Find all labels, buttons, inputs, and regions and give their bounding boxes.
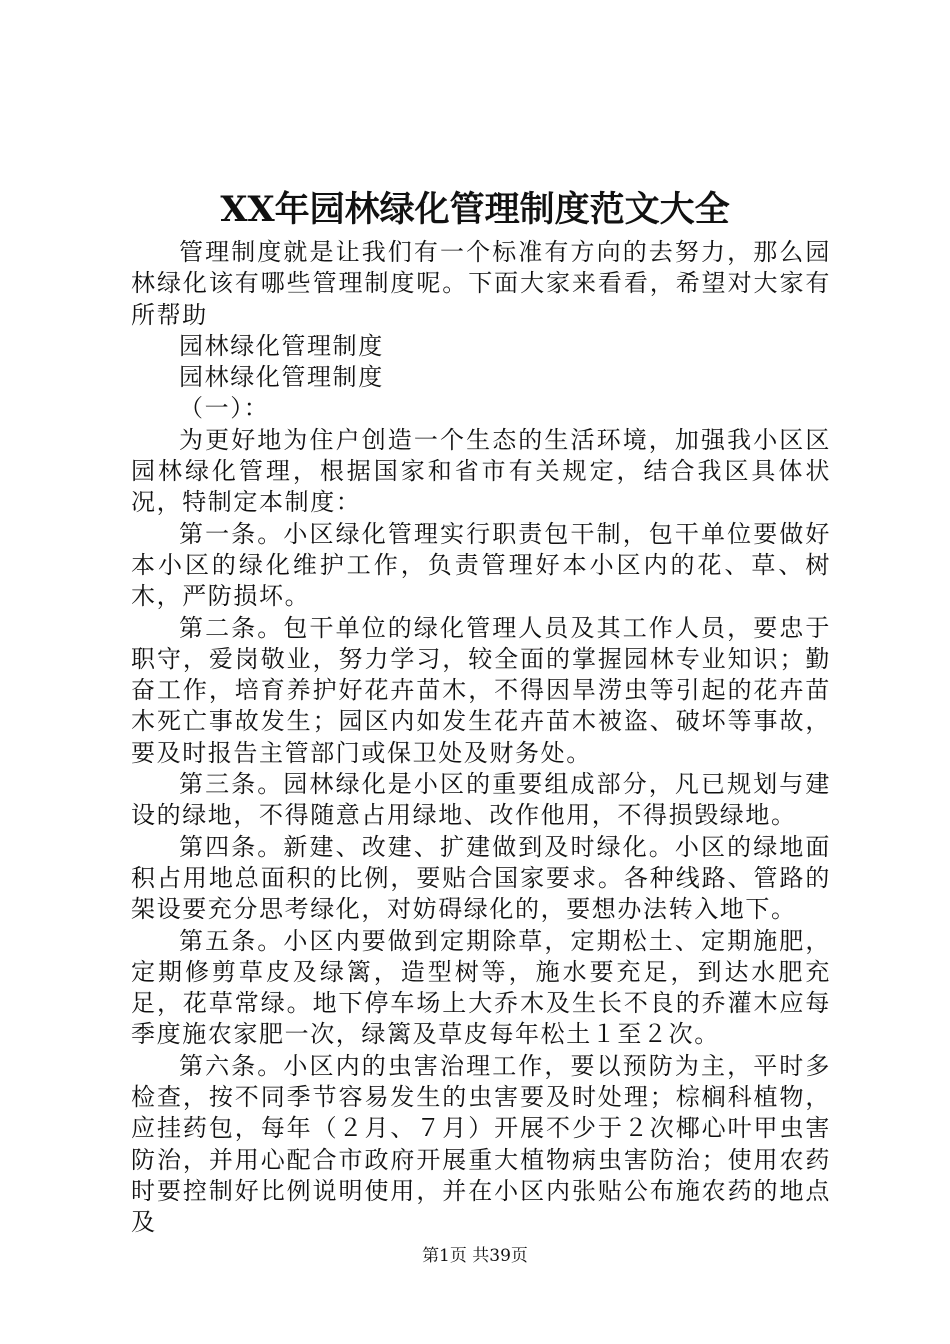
section-heading: 园林绿化管理制度 <box>179 363 384 392</box>
article-paragraph: 第三条。园林绿化是小区的重要组成部分，凡已规划与建设的绿地，不得随意占用绿地、改作他用，不得损毁绿地。 <box>131 770 831 830</box>
article-paragraph: 第二条。包干单位的绿化管理人员及其工作人员，要忠于职守，爱岗敬业，努力学习，较全面的掌握园林专业知识；勤奋工作，培育养护好花卉苗木，不得因旱涝虫等引起的花卉苗木死亡事故发生；园区内如发生花卉苗木被盗、破坏等事故，要及时报告主管部门或保卫处及财务处。 <box>131 613 831 767</box>
article-paragraph: 第四条。新建、改建、扩建做到及时绿化。小区的绿地面积占用地总面积的比例，要贴合国家要求。各种线路、管路的架设要充分思考绿化，对妨碍绿化的，要想办法转入地下。 <box>131 832 831 924</box>
section-heading: 园林绿化管理制度 <box>179 331 384 360</box>
subsection-heading: （一）： <box>179 394 270 423</box>
article-paragraph: 第一条。小区绿化管理实行职责包干制，包干单位要做好本小区的绿化维护工作，负责管理好本小区内的花、草、树木，严防损坏。 <box>131 519 831 611</box>
page-number-footer: 第1页 共39页 <box>422 1246 528 1266</box>
document-body <box>131 237 831 1239</box>
article-paragraph: 第五条。小区内要做到定期除草，定期松土、定期施肥，定期修剪草皮及绿篱，造型树等，施水要充足，到达水肥充足，花草常绿。地下停车场上大乔木及生长不良的乔灌木应每季度施农家肥一次，绿篱及草皮每年松土１至２次。 <box>131 926 831 1049</box>
article-paragraph: 第六条。小区内的虫害治理工作，要以预防为主，平时多检查，按不同季节容易发生的虫害要及时处理；棕榈科植物，应挂药包，每年（２月、７月）开展不少于２次椰心叶甲虫害防治，并用心配合市政府开展重大植物病虫害防治；使用农药时要控制好比例说明使用，并在小区内张贴公布施农药的地点及 <box>131 1051 831 1237</box>
document-title: XX年园林绿化管理制度范文大全 <box>220 189 730 230</box>
preamble-paragraph: 为更好地为住户创造一个生态的生活环境，加强我小区区园林绿化管理，根据国家和省市有关规定，结合我区具体状况，特制定本制度： <box>131 425 831 517</box>
intro-paragraph: 管理制度就是让我们有一个标准有方向的去努力，那么园林绿化该有哪些管理制度呢。下面大家来看看，希望对大家有所帮助 <box>131 238 831 329</box>
